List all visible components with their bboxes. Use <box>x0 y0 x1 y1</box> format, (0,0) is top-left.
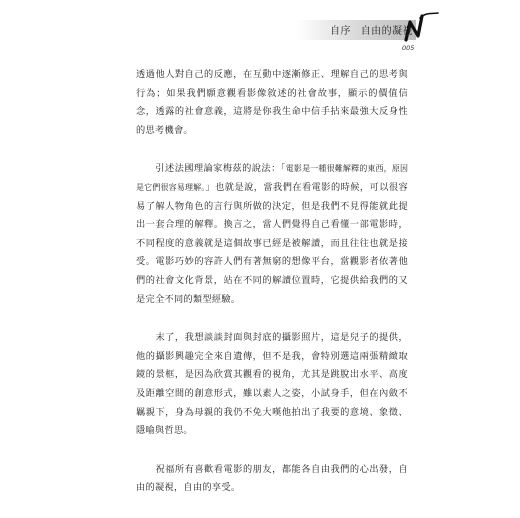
metz-quote: 電影是一種很難解釋的東西，原因是它們很容易理解。 <box>136 164 409 192</box>
paragraph-4-text: 祝福所有喜歡看電影的朋友，都能各自由我們的心出發，自由的凝視，自由的享受。 <box>136 463 408 494</box>
paragraph-3 <box>136 329 408 441</box>
running-header <box>0 0 520 60</box>
paragraph-4 <box>136 461 408 498</box>
paragraph-3-text: 末了，我想談談封面與封底的攝影照片，這是兒子的提供，他的攝影興趣完全來自遺傳，但不是我，會特別選這兩張精緻取鏡的景框，是因為欣賞其觀看的視角，尤其是跳脫出水平、高度及距離空間的創意形式，雖以素人之姿，小試身手，但在內斂不羈親下，身為母親的我仍不免大嘆他拍出了我要的意境、象徵、隱喻與哲思。 <box>136 332 408 437</box>
paragraph-2 <box>136 160 408 309</box>
section-label: 自序 <box>330 26 351 37</box>
page-body <box>136 66 408 518</box>
paragraph-2-lead: 引述法國理論家梅茲的說法：「 <box>136 163 286 175</box>
paragraph-1 <box>136 66 408 140</box>
paragraph-1-text: 透過他人對自己的反應，在互動中逐漸修正、理解自己的思考與行為；如果我們願意觀看影像敘述的社會故事，顯示的價值信念，透露的社會意義，這將是你我生命中信手拈來最強大反身性的思考機會。 <box>136 69 408 136</box>
chapter-title: 自由的凝視 <box>360 26 414 37</box>
note-swoosh-logo-icon <box>400 10 440 44</box>
paragraph-2-text: 」也就是說，當我們在看電影的時候，可以很容易了解人物角色的言行與所做的決定，但是我們不見得能就此提出一套合理的解釋。換言之，當人們覺得自己看懂一部電影時，不同程度的意義就是這個故事已經是被解讀，而且往往也就是接受。電影巧妙的容許人們有著無窮的想像平台，當觀影者依著他們的社會文化背景，站在不同的解讀位置時，它提供給我們的又是完全不同的類型經驗。 <box>136 181 408 305</box>
page-number: 005 <box>402 44 415 52</box>
